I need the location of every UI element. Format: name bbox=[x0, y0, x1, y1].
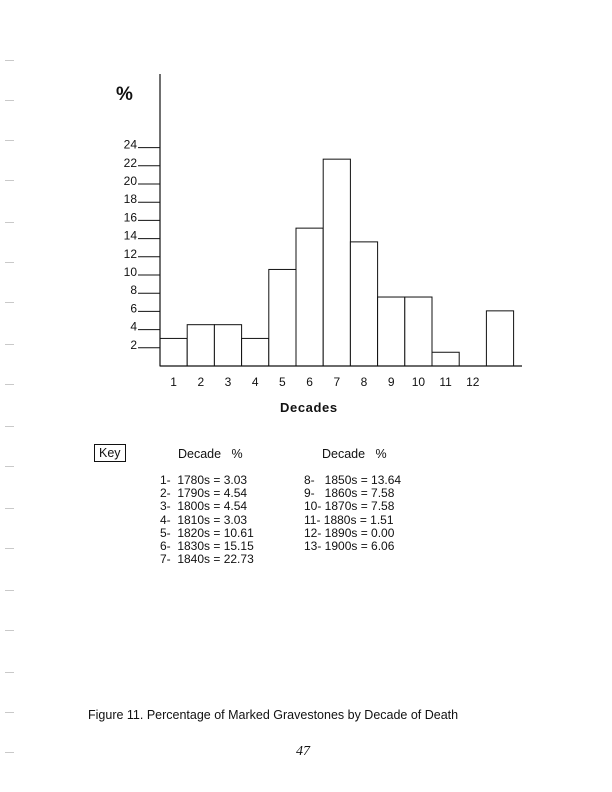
y-tick-label: 12 bbox=[123, 246, 137, 261]
key-header-decade-right bbox=[322, 447, 387, 461]
y-tick-label: 20 bbox=[123, 174, 137, 188]
key-item: 12- 1890s = 0.00 bbox=[304, 525, 395, 540]
key-header-decade-text: Decade bbox=[178, 447, 222, 461]
y-tick-label: 2 bbox=[130, 337, 137, 352]
bar bbox=[160, 338, 187, 366]
key-item: 1- 1780s = 3.03 bbox=[160, 473, 248, 487]
key-box: Key bbox=[94, 444, 126, 462]
y-tick-label: 14 bbox=[123, 228, 137, 243]
key-item: 11- 1880s = 1.51 bbox=[304, 512, 394, 527]
x-tick-label: 7 bbox=[333, 375, 341, 389]
key-item: 8- 1850s = 13.64 bbox=[304, 473, 402, 487]
key-list-right bbox=[304, 474, 401, 553]
margin-mark bbox=[5, 466, 14, 467]
bar bbox=[378, 297, 405, 366]
margin-mark bbox=[5, 630, 14, 631]
key-header-percent-text: % bbox=[375, 447, 387, 461]
x-tick-label: 5 bbox=[279, 375, 286, 389]
bar bbox=[405, 297, 432, 366]
y-tick-label: 18 bbox=[123, 192, 137, 207]
x-tick-label: 2 bbox=[197, 375, 205, 389]
y-tick-label: 4 bbox=[130, 319, 137, 334]
key-item: 10- 1870s = 7.58 bbox=[304, 499, 395, 514]
bar bbox=[486, 311, 513, 366]
margin-mark bbox=[5, 508, 14, 509]
x-tick-label: 4 bbox=[251, 375, 259, 389]
key-item: 2- 1790s = 4.54 bbox=[160, 486, 248, 501]
key-item: 6- 1830s = 15.15 bbox=[160, 539, 254, 554]
y-tick-label: 16 bbox=[123, 210, 137, 225]
key-header-decade-left bbox=[178, 447, 243, 461]
bar bbox=[242, 338, 269, 366]
x-tick-label: 6 bbox=[306, 375, 313, 389]
bar bbox=[187, 325, 214, 366]
key-header-decade-text: Decade bbox=[322, 447, 366, 461]
y-tick-label: 6 bbox=[130, 301, 137, 316]
x-tick-label: 11 bbox=[439, 375, 452, 389]
margin-mark bbox=[5, 590, 14, 591]
margin-mark bbox=[5, 672, 14, 673]
bar bbox=[269, 269, 296, 366]
figure-caption: Figure 11. Percentage of Marked Gravestones by Decade of Death bbox=[88, 708, 459, 722]
bar bbox=[432, 352, 459, 366]
margin-mark bbox=[5, 712, 14, 713]
margin-mark bbox=[5, 548, 14, 549]
key-item: 13- 1900s = 6.06 bbox=[304, 539, 395, 554]
x-tick-label: 3 bbox=[224, 375, 232, 389]
page-number: 47 bbox=[296, 744, 310, 759]
key-header-percent-text: % bbox=[231, 447, 243, 461]
bar bbox=[323, 159, 350, 366]
margin-mark bbox=[5, 752, 14, 753]
x-tick-label: 10 bbox=[411, 375, 426, 389]
x-tick-label: 9 bbox=[387, 375, 395, 389]
y-tick-label: 22 bbox=[123, 155, 137, 170]
bar bbox=[350, 242, 377, 366]
x-axis-label: Decades bbox=[280, 400, 338, 415]
x-tick-label: 1 bbox=[170, 375, 177, 389]
bar bbox=[214, 325, 241, 366]
key-item: 3- 1800s = 4.54 bbox=[160, 499, 248, 514]
x-tick-label: 12 bbox=[466, 375, 480, 389]
y-tick-label: 8 bbox=[130, 283, 137, 298]
key-item: 5- 1820s = 10.61 bbox=[160, 525, 254, 540]
y-axis-label: % bbox=[116, 84, 133, 105]
y-tick-label: 10 bbox=[123, 265, 137, 279]
key-item: 4- 1810s = 3.03 bbox=[160, 512, 248, 527]
y-tick-label: 24 bbox=[123, 137, 137, 152]
x-tick-label: 8 bbox=[360, 375, 368, 389]
bar bbox=[296, 228, 323, 366]
key-item: 7- 1840s = 22.73 bbox=[160, 552, 254, 567]
key-list-left bbox=[160, 474, 254, 566]
margin-mark bbox=[5, 426, 14, 427]
key-item: 9- 1860s = 7.58 bbox=[304, 486, 395, 501]
